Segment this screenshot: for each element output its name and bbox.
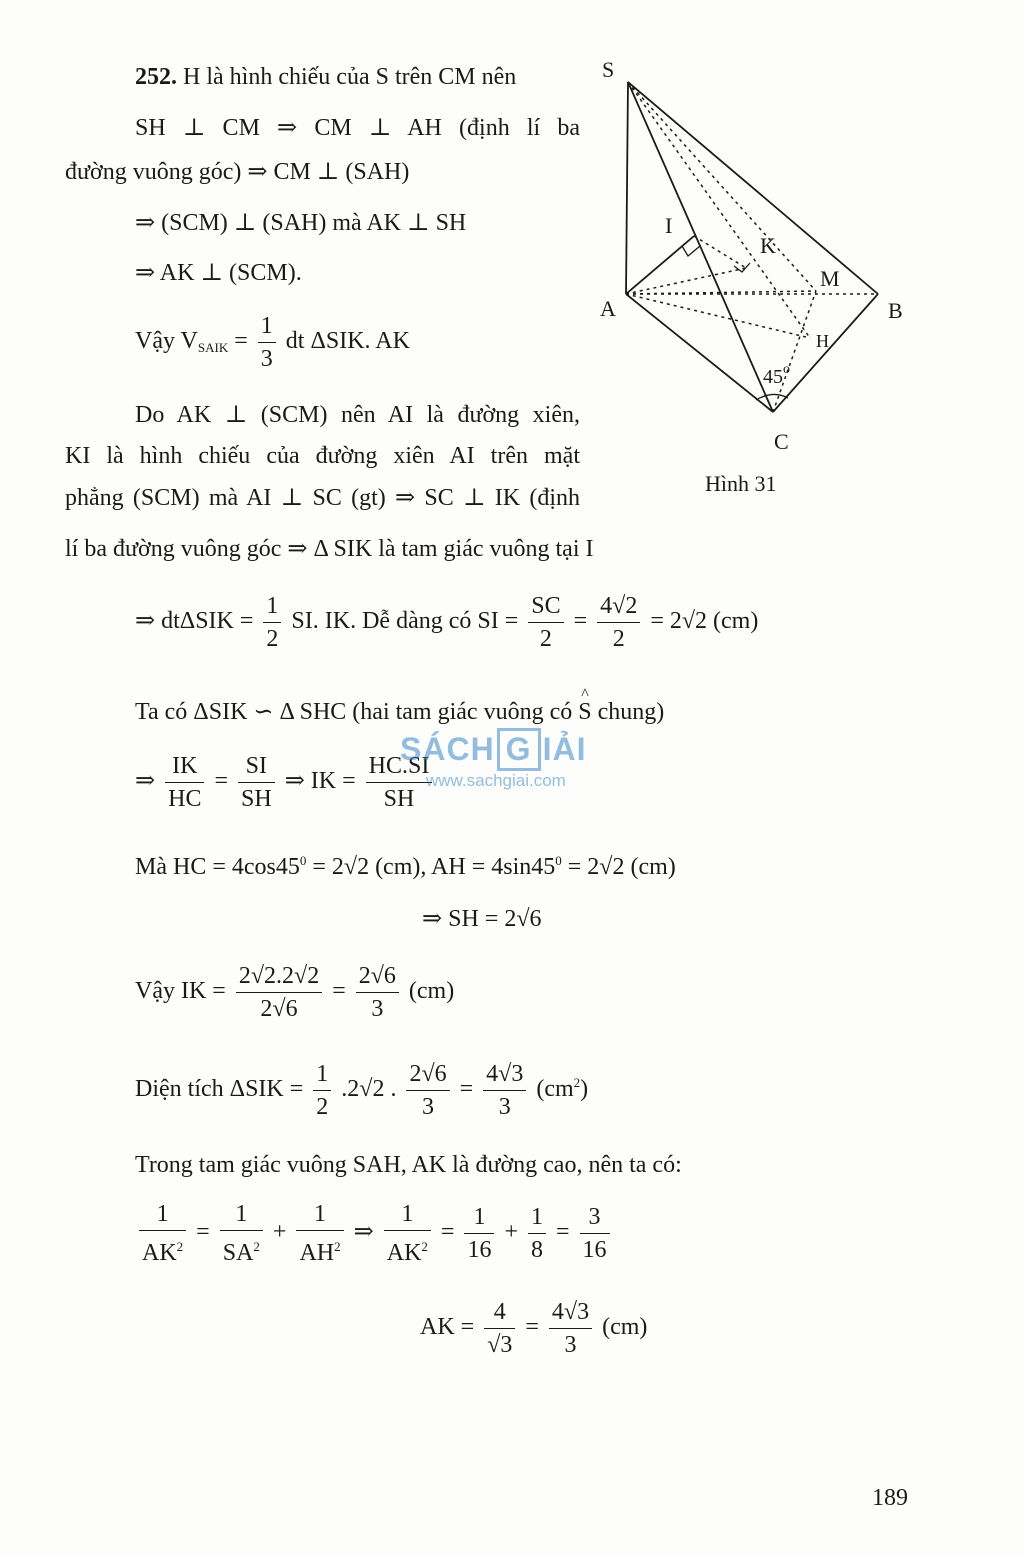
label-b: B	[888, 298, 903, 323]
problem-number: 252.	[135, 64, 177, 90]
sah-line: Trong tam giác vuông SAH, AK là đường cao, nên ta có:	[135, 1152, 682, 1178]
fraction: $\frac{1}{8}$	[528, 1201, 546, 1266]
edge-sa	[626, 82, 628, 294]
ratio-equation: ⇒ $\frac{IK}{HC}$ = $\frac{SI}{SH}$ ⇒ IK = $\frac{HC.SI}{SH}$	[135, 750, 436, 815]
fraction: $\frac{4√3}{3}$	[483, 1058, 526, 1123]
dashed-sm	[628, 82, 816, 291]
fraction: $\frac{1}{2}$	[313, 1058, 331, 1123]
ak-final-equation: AK = $\frac{4}{√3}$ = $\frac{4√3}{3}$ (cm)	[420, 1296, 647, 1361]
fraction: $\frac{1}{SA^2}$	[220, 1198, 263, 1269]
angle-hat: ^ S	[578, 697, 591, 727]
watermark-logo-box: G	[497, 728, 541, 771]
figure-caption: Hình 31	[705, 471, 777, 496]
label-i: I	[665, 213, 673, 238]
para2-line-1: Do AK ⊥ (SCM) nên AI là đường xiên,	[135, 402, 580, 428]
para2-line-2: KI là hình chiếu của đường xiên AI trên mặt	[65, 443, 580, 469]
problem-line-1: 252. H là hình chiếu của S trên CM nên	[135, 64, 517, 90]
label-m: M	[820, 266, 840, 291]
fraction: $\frac{2√6}{3}$	[356, 960, 399, 1025]
edge-sc	[628, 82, 773, 412]
angle-arc-c	[756, 394, 788, 400]
edge-ac	[626, 294, 773, 412]
para2-line-3: phẳng (SCM) mà AI ⊥ SC (gt) ⇒ SC ⊥ IK (định	[65, 485, 580, 511]
label-s: S	[602, 57, 615, 82]
problem-line-5: ⇒ AK ⊥ (SCM).	[135, 260, 302, 286]
label-c: C	[774, 429, 789, 454]
edge-bc	[773, 294, 878, 412]
label-a: A	[600, 296, 616, 321]
area-equation: ⇒ dtΔSIK = $\frac{1}{2}$ SI. IK. Dễ dàng có SI = $\frac{SC}{2}$ = $\frac{4√2}{2}$ = 2√2 (cm)	[135, 590, 758, 655]
label-h: H	[816, 331, 829, 351]
fraction: $\frac{3}{16}$	[580, 1201, 610, 1266]
ak-relation-equation: $\frac{1}{AK^2}$ = $\frac{1}{SA^2}$ + $\frac{1}{AH^2}$ ⇒ $\frac{1}{AK^2}$ = $\frac{1}{16}$ + $\frac{1}{8}$ = $\frac{3}{16}$	[135, 1198, 614, 1269]
dashed-sh	[628, 82, 810, 338]
sh-line: ⇒ SH = 2√6	[422, 906, 542, 932]
watermark: SÁCH G IẢI www.sachgiai.com	[400, 728, 586, 791]
fraction: $\frac{4√3}{3}$	[549, 1296, 592, 1361]
fraction: $\frac{1}{AK^2}$	[384, 1198, 431, 1269]
fraction: $\frac{1}{16}$	[464, 1201, 494, 1266]
fraction: $\frac{1}{3}$	[258, 310, 276, 375]
angle-label: 45$^o$	[763, 362, 790, 388]
fraction: $\frac{4√2}{2}$	[597, 590, 640, 655]
para2-line-4: lí ba đường vuông góc ⇒ Δ SIK là tam giác vuông tại I	[65, 536, 594, 562]
fraction: $\frac{IK}{HC}$	[165, 750, 204, 815]
page-number: 189	[872, 1485, 908, 1511]
similar-triangles-line: Ta có ΔSIK ∽ Δ SHC (hai tam giác vuông có ^ S chung)	[135, 697, 664, 727]
ik-equation: Vậy IK = $\frac{2√2.2√2}{2√6}$ = $\frac{2√6}{3}$ (cm)	[135, 960, 454, 1025]
problem-line-3: đường vuông góc) ⇒ CM ⊥ (SAH)	[65, 159, 410, 185]
fraction: $\frac{SI}{SH}$	[238, 750, 275, 815]
edge-sb	[628, 82, 878, 294]
fraction: $\frac{SC}{2}$	[528, 590, 563, 655]
right-angle-mark-i	[682, 246, 700, 256]
problem-line-2: SH ⊥ CM ⇒ CM ⊥ AH (định lí ba	[135, 115, 580, 141]
segment-ai	[626, 236, 694, 294]
area-sik-equation: Diện tích ΔSIK = $\frac{1}{2}$ .2√2 . $\frac{2√6}{3}$ = $\frac{4√3}{3}$ $(cm^2)$	[135, 1058, 588, 1123]
fraction: $\frac{1}{2}$	[263, 590, 281, 655]
fraction: $\frac{2√6}{3}$	[406, 1058, 449, 1123]
volume-formula: Vậy $V_{SAIK}$ = $\frac{1}{3}$ dt ΔSIK. AK	[135, 310, 410, 375]
dashed-ak	[626, 268, 746, 294]
fraction: $\frac{1}{AK^2}$	[139, 1198, 186, 1269]
pyramid-figure	[590, 50, 920, 500]
fraction: $\frac{HC.SI}{SH}$	[366, 750, 433, 815]
fraction: $\frac{1}{AH^2}$	[296, 1198, 343, 1269]
dashed-cm	[773, 291, 816, 412]
hc-line: Mà HC = $4\cos 45^0 = 2√2$ (cm), AH = $4\sin 45^0 = 2√2$ (cm)	[135, 853, 676, 880]
fraction: $\frac{4}{√3}$	[484, 1296, 515, 1361]
problem-line-4: ⇒ (SCM) ⊥ (SAH) mà AK ⊥ SH	[135, 210, 467, 236]
label-k: K	[760, 233, 776, 258]
watermark-url: www.sachgiai.com	[426, 771, 566, 790]
fraction: $\frac{2√2.2√2}{2√6}$	[236, 960, 322, 1025]
